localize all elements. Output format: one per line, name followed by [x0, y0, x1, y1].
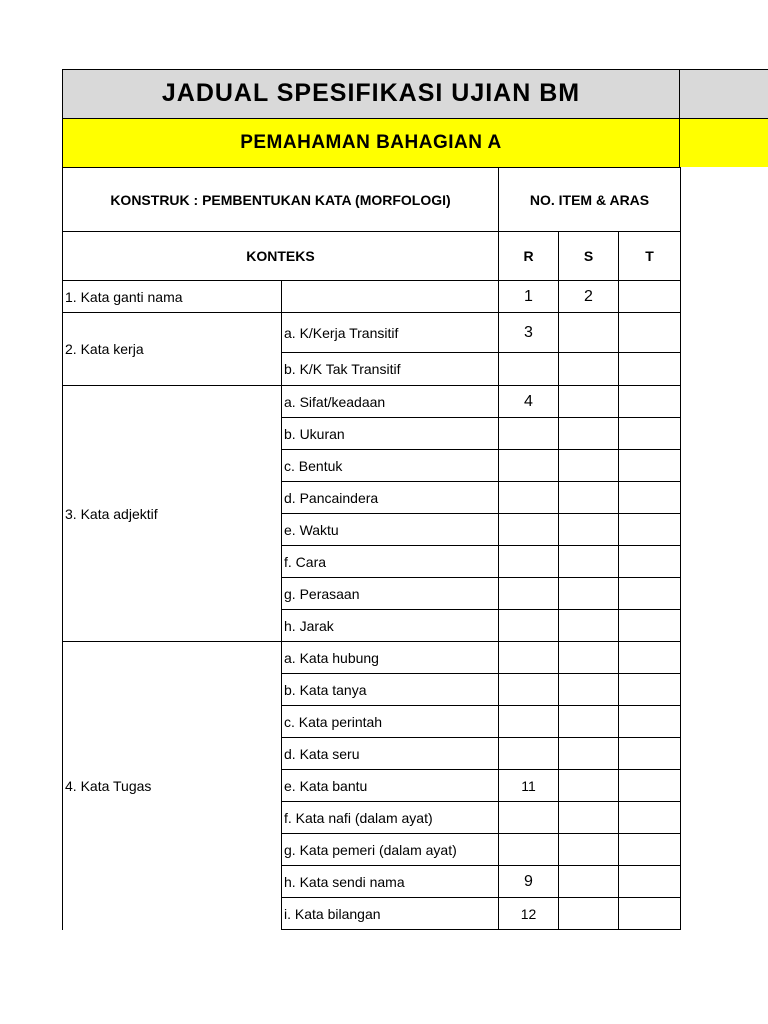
item-cell-r: [499, 450, 559, 482]
group-label: 3. Kata adjektif: [63, 386, 282, 642]
item-cell-s: [559, 642, 619, 674]
item-cell-r: 9: [499, 866, 559, 898]
item-cell-r: 4: [499, 386, 559, 418]
subcategory-label: c. Kata perintah: [282, 706, 499, 738]
subcategory-label: b. K/K Tak Transitif: [282, 353, 499, 386]
col-header-t: T: [619, 232, 681, 281]
subcategory-label: h. Kata sendi nama: [282, 866, 499, 898]
subcategory-label: e. Kata bantu: [282, 770, 499, 802]
group-label: 2. Kata kerja: [63, 313, 282, 386]
item-cell-r: [499, 674, 559, 706]
col-header-r: R: [499, 232, 559, 281]
item-cell-r: [499, 482, 559, 514]
item-cell-s: [559, 866, 619, 898]
item-cell-t: [619, 418, 681, 450]
item-cell-r: [499, 834, 559, 866]
konteks-row: [63, 232, 681, 281]
item-cell-r: [499, 578, 559, 610]
subcategory-label: d. Kata seru: [282, 738, 499, 770]
item-cell-s: [559, 610, 619, 642]
item-cell-s: [559, 482, 619, 514]
item-cell-t: [619, 706, 681, 738]
item-cell-r: [499, 514, 559, 546]
specification-table: [62, 167, 681, 930]
item-cell-t: [619, 386, 681, 418]
subcategory-label: i. Kata bilangan: [282, 898, 499, 930]
item-cell-t: [619, 674, 681, 706]
subcategory-label: f. Kata nafi (dalam ayat): [282, 802, 499, 834]
item-cell-r: [499, 546, 559, 578]
item-cell-s: [559, 386, 619, 418]
item-cell-r: 1: [499, 281, 559, 313]
subcategory-label: a. Sifat/keadaan: [282, 386, 499, 418]
page-subtitle: PEMAHAMAN BAHAGIAN A: [240, 131, 502, 153]
item-cell-t: [619, 802, 681, 834]
item-cell-s: [559, 313, 619, 353]
item-cell-t: [619, 642, 681, 674]
subcategory-label: g. Kata pemeri (dalam ayat): [282, 834, 499, 866]
item-cell-s: [559, 898, 619, 930]
item-cell-t: [619, 866, 681, 898]
item-cell-t: [619, 514, 681, 546]
item-cell-s: [559, 418, 619, 450]
subcategory-label: e. Waktu: [282, 514, 499, 546]
subcategory-label: [282, 281, 499, 313]
item-cell-r: [499, 418, 559, 450]
item-cell-s: [559, 834, 619, 866]
konstruk-row: [63, 168, 681, 232]
item-cell-t: [619, 546, 681, 578]
item-cell-s: [559, 738, 619, 770]
item-cell-t: [619, 578, 681, 610]
item-cell-s: 2: [559, 281, 619, 313]
item-cell-s: [559, 770, 619, 802]
item-cell-r: [499, 706, 559, 738]
item-cell-s: [559, 450, 619, 482]
table-row: [63, 386, 681, 418]
item-cell-t: [619, 482, 681, 514]
item-cell-t: [619, 353, 681, 386]
item-cell-r: [499, 642, 559, 674]
item-cell-s: [559, 674, 619, 706]
item-aras-label: NO. ITEM & ARAS: [499, 168, 681, 232]
item-cell-s: [559, 546, 619, 578]
subcategory-label: h. Jarak: [282, 610, 499, 642]
item-cell-t: [619, 834, 681, 866]
group-label: 1. Kata ganti nama: [63, 281, 282, 313]
item-cell-t: [619, 450, 681, 482]
subcategory-label: b. Ukuran: [282, 418, 499, 450]
item-cell-t: [619, 313, 681, 353]
item-cell-r: [499, 738, 559, 770]
item-cell-t: [619, 738, 681, 770]
subcategory-label: c. Bentuk: [282, 450, 499, 482]
table-row: [63, 642, 681, 674]
group-label: 4. Kata Tugas: [63, 642, 282, 930]
item-cell-r: [499, 802, 559, 834]
item-cell-s: [559, 514, 619, 546]
item-cell-r: 12: [499, 898, 559, 930]
konteks-label: KONTEKS: [63, 232, 499, 281]
item-cell-r: [499, 353, 559, 386]
item-cell-t: [619, 281, 681, 313]
item-cell-s: [559, 353, 619, 386]
item-cell-s: [559, 706, 619, 738]
page-title: JADUAL SPESIFIKASI UJIAN BM: [161, 79, 581, 107]
subcategory-label: g. Perasaan: [282, 578, 499, 610]
item-cell-r: 11: [499, 770, 559, 802]
subcategory-label: f. Cara: [282, 546, 499, 578]
item-cell-t: [619, 898, 681, 930]
item-cell-r: 3: [499, 313, 559, 353]
subcategory-label: a. K/Kerja Transitif: [282, 313, 499, 353]
table-row: [63, 313, 681, 353]
item-cell-r: [499, 610, 559, 642]
konstruk-label: KONSTRUK : PEMBENTUKAN KATA (MORFOLOGI): [63, 168, 499, 232]
title-right-border: [679, 69, 680, 167]
item-cell-t: [619, 610, 681, 642]
item-cell-s: [559, 578, 619, 610]
subcategory-label: a. Kata hubung: [282, 642, 499, 674]
item-cell-s: [559, 802, 619, 834]
col-header-s: S: [559, 232, 619, 281]
subcategory-label: d. Pancaindera: [282, 482, 499, 514]
table-row: [63, 281, 681, 313]
item-cell-t: [619, 770, 681, 802]
subcategory-label: b. Kata tanya: [282, 674, 499, 706]
